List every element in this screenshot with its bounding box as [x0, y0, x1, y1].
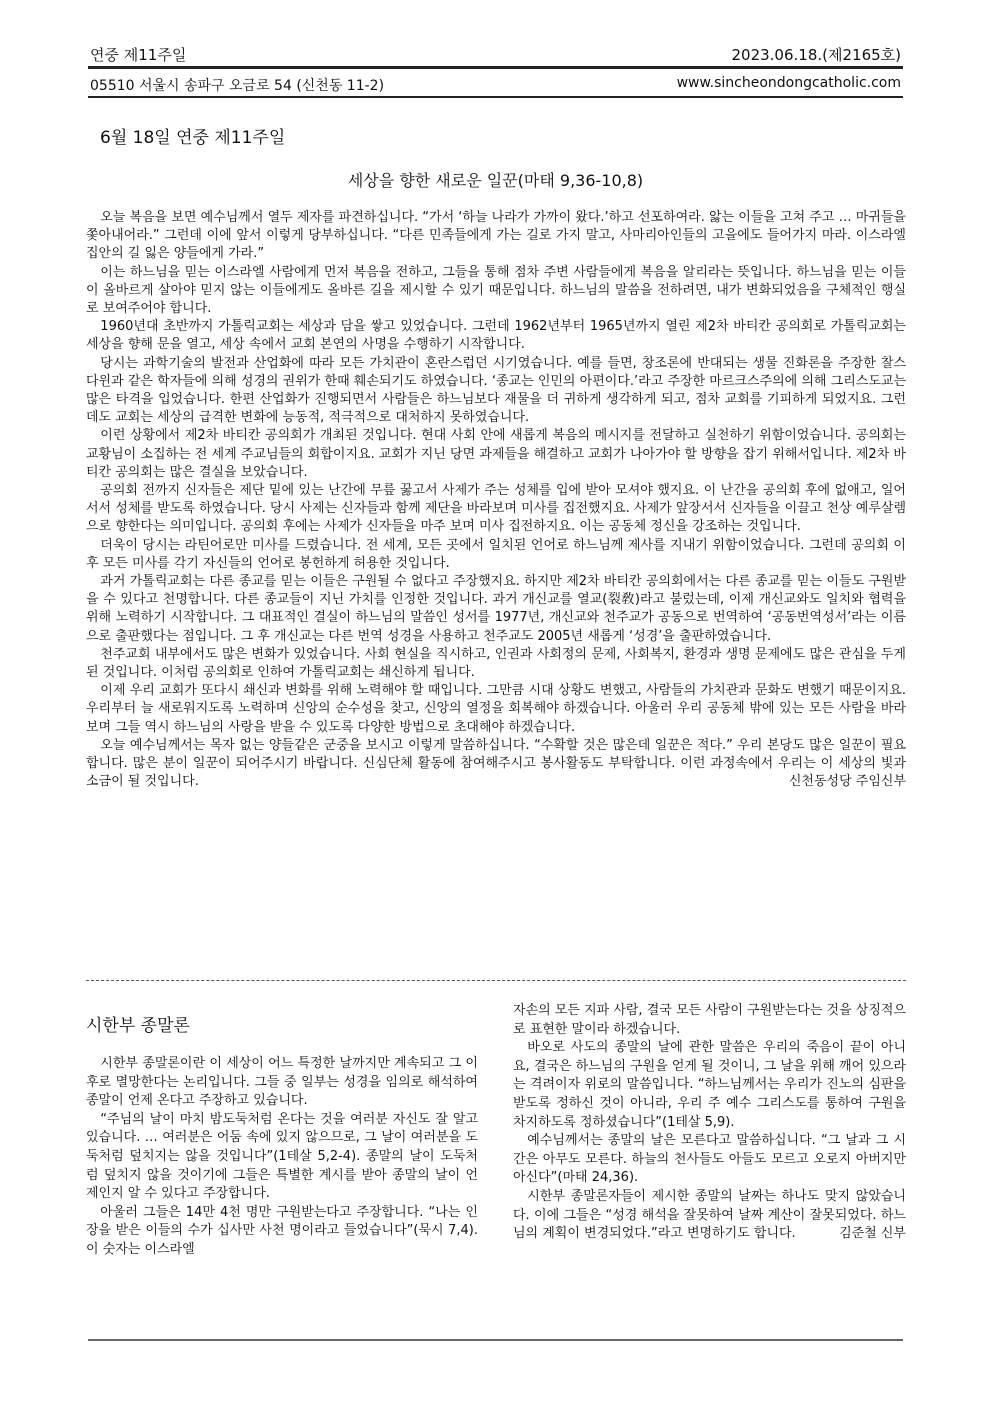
- masthead-bottom: [88, 71, 903, 95]
- column-paragraph: 자손의 모든 지파 사람, 결국 모든 사람이 구원받는다는 것을 상징적으로 표현한 말이라 하겠습니다.: [513, 1003, 906, 1037]
- sermon-paragraph: 천주교회 내부에서도 많은 변화가 있었습니다. 사회 현실을 직시하고, 인권과 사회정의 문제, 사회복지, 환경과 생명 문제에도 많은 관심을 두게된 것입니다. 이처럼 공의회로 인하여 가톨릭교회는 쇄신하게 됩니다.: [86, 646, 906, 681]
- issue-date: 2023.06.18.(제2165호): [731, 46, 901, 64]
- column-paragraph: 예수님께서는 종말의 날은 모른다고 말씀하십니다. “그 날과 그 시간은 아무도 모른다. 하늘의 천사들도 아들도 모르고 오로지 아버지만 아신다”(마태 24,36).: [513, 1133, 906, 1186]
- column-paragraph: [513, 1188, 906, 1244]
- column-paragraph: 아울러 그들은 14만 4천 명만 구원받는다고 주장합니다. “나는 인장을 받은 이들의 수가 십사만 사천 명이라고 들었습니다”(묵시 7,4). 이 숫자는 이스라엘: [86, 1204, 478, 1257]
- sermon-paragraph: 과거 가톨릭교회는 다른 종교를 믿는 이들은 구원될 수 없다고 주장했지요. 하지만 제2차 바티칸 공의회에서는 다른 종교를 믿는 이들도 구원받을 수 있다고 천명합니다. 다른 종교들이 지닌 가치를 인정한 것입니다. 과거 개신교를 열교(裂敎)라고 불렀는데, 이제 개신교와도 일치와 협력을 위해 노력하기 시작합니다. 그 대표적인 결실이 하느님의 말씀인 성서를 1977년, 개신교와 천주교가 공동으로 번역하여 ‘공동번역성서’라는 이름으로 출판했다는 점입니다. 그 후 개신교는 다른 번역 성경을 사용하고 천주교도 2005년 새롭게 ‘성경’을 출판하였습니다.: [86, 574, 906, 644]
- sermon-paragraph: [86, 737, 906, 792]
- page-title: 6월 18일 연중 제11주일: [100, 128, 286, 148]
- sermon-body: [86, 209, 906, 792]
- sermon-paragraph: 더욱이 당시는 라틴어로만 미사를 드렸습니다. 전 세계, 모든 곳에서 일치된 언어로 하느님께 제사를 지내기 위함이었습니다. 그런데 공의회 이후 모든 미사를 각기 자신들의 언어로 봉헌하게 허용한 것입니다.: [86, 537, 906, 571]
- sermon-paragraph: 당시는 과학기술의 발전과 산업화에 따라 모든 가치관이 혼란스럽던 시기였습니다. 예를 들면, 창조론에 반대되는 생물 진화론을 주장한 찰스 다윈과 같은 학자들에 의해 성경의 권위가 한때 훼손되기도 하였습니다. ‘종교는 인민의 아편이다.’라고 주장한 마르크스주의에 의해 그리스도교는 많은 타격을 입었습니다. 한편 산업화가 진행되면서 사람들은 하느님보다 재물을 더 귀하게 생각하게 되고, 점차 교회를 기피하게 되었지요. 그런데도 교회는 세상의 급격한 변화에 능동적, 적극적으로 대처하지 못하였습니다.: [86, 355, 906, 426]
- masthead-top: [88, 40, 903, 64]
- parish-website[interactable]: www.sincheondongcatholic.com: [676, 75, 901, 91]
- column-right: [513, 1002, 906, 1244]
- sermon-paragraph: 공의회 전까지 신자들은 제단 밑에 있는 난간에 무릎 꿇고서 사제가 주는 성체를 입에 받아 모셔야 했지요. 이 난간을 공의회 후에 없애고, 일어서서 성체를 받도록 하였습니다. 당시 사제는 신자들과 함께 제단을 바라보며 미사를 집전했지요. 사제가 앞장서서 신자들을 이끌고 천상 예루살렘으로 향한다는 의미입니다. 공의회 후에는 사제가 신자들을 마주 보며 미사 집전하지요. 이는 공동체 정신을 강조하는 것입니다.: [86, 483, 906, 535]
- section-divider: [86, 980, 906, 981]
- sermon-paragraph: 1960년대 초반까지 가톨릭교회는 세상과 담을 쌓고 있었습니다. 그런데 1962년부터 1965년까지 열린 제2차 바티칸 공의회로 가톨릭교회는 세상을 향해 문을 열고, 세상 속에서 교회 본연의 사명을 수행하기 시작합니다.: [86, 319, 906, 353]
- column-paragraph-text: 시한부 종말론자들이 제시한 종말의 날짜는 하나도 맞지 않았습니다. 이에 그들은 “성경 해석을 잘못하여 날짜 계산이 잘못되었다. 하느님의 계획이 변경되었다.”라고 변명하기도 합니다.: [513, 1188, 906, 1242]
- column-paragraph: 시한부 종말론이란 이 세상이 어느 특정한 날까지만 계속되고 그 이후로 멸망한다는 논리입니다. 그들 중 일부는 성경을 임의로 해석하여 종말이 언제 온다고 주장하고 있습니다.: [86, 1056, 478, 1109]
- column-signature: 김준철 신부: [839, 1226, 906, 1242]
- header-divider-top: [88, 66, 903, 69]
- sermon-paragraph: 오늘 복음을 보면 예수님께서 열두 제자를 파견하십니다. “가서 ‘하늘 나라가 가까이 왔다.’하고 선포하여라. 앓는 이들을 고쳐 주고 … 마귀들을 쫓아내어라.” 그런데 이에 앞서 이렇게 당부하십니다. “다른 민족들에게 가는 길로 가지 말고, 사마리아인들의 고을에도 들어가지 마라. 이스라엘 집안의 길 잃은 양들에게 가라.”: [86, 210, 906, 262]
- column-title: 시한부 종말론: [86, 1016, 190, 1036]
- column-left: [86, 1055, 478, 1260]
- sermon-paragraph-text: 오늘 예수님께서는 목자 없는 양들같은 군중을 보시고 이렇게 말씀하십니다. “수확할 것은 많은데 일꾼은 적다.” 우리 본당도 많은 일꾼이 필요합니다. 많은 분이 일꾼이 되어주시기 바랍니다. 신심단체 활동에 참여해주시고 봉사활동도 부탁합니다. 이런 과정속에서 우리는 이 세상의 빛과 소금이 될 것입니다.: [86, 737, 906, 790]
- footer-divider: [88, 1339, 903, 1341]
- parish-address: 05510 서울시 송파구 오금로 54 (신천동 11-2): [90, 78, 385, 94]
- sermon-signature: 신천동성당 주임신부: [788, 774, 906, 790]
- sermon-title: 세상을 향한 새로운 일꾼(마태 9,36-10,8): [347, 171, 644, 190]
- column-paragraph: “주님의 날이 마치 밤도둑처럼 온다는 것을 여러분 자신도 잘 알고 있습니다. … 여러분은 어둠 속에 있지 않으므로, 그 날이 여러분을 도둑처럼 덮치지는 않을 것입니다”(1테살 5,2-4). 종말의 날이 도둑처럼 덮치지 않을 것이기에 그들은 특별한 계시를 받아 종말의 날이 언제인지 알 수 있다고 주장합니다.: [86, 1111, 478, 1202]
- liturgical-season: 연중 제11주일: [90, 46, 187, 64]
- header-divider-bottom: [88, 96, 903, 98]
- sermon-paragraph: 이런 상황에서 제2차 바티칸 공의회가 개최된 것입니다. 현대 사회 안에 새롭게 복음의 메시지를 전달하고 실천하기 위함이었습니다. 공의회는 교황님이 소집하는 전 세계 주교님들의 회합이지요. 교회가 지닌 당면 과제들을 해결하고 교회가 나아가야 할 방향을 잡기 위해서입니다. 제2차 바티칸 공의회는 많은 결실을 보았습니다.: [86, 428, 906, 480]
- column-paragraph: 바오로 사도의 종말의 날에 관한 말씀은 우리의 죽음이 끝이 아니요, 결국은 하느님의 구원을 얻게 될 것이니, 그 날을 위해 깨어 있으라는 격려이자 위로의 말씀입니다. “하느님께서는 우리가 진노의 심판을 받도록 정하신 것이 아니라, 우리 주 예수 그리스도를 통하여 구원을 차지하도록 정하셨습니다”(1테살 5,9).: [513, 1040, 906, 1130]
- sermon-paragraph: 이제 우리 교회가 또다시 쇄신과 변화를 위해 노력해야 할 때입니다. 그만큼 시대 상황도 변했고, 사람들의 가치관과 문화도 변했기 때문이지요. 우리부터 늘 새로워지도록 노력하며 신앙의 순수성을 찾고, 신앙의 열정을 회복해야 하겠습니다. 아울러 우리 공동체 밖에 있는 모든 사람을 바라보며 그들 역시 하느님의 사랑을 받을 수 있도록 다양한 방법으로 초대해야 하겠습니다.: [86, 683, 906, 735]
- sermon-paragraph: 이는 하느님을 믿는 이스라엘 사람에게 먼저 복음을 전하고, 그들을 통해 점차 주변 사람들에게 복음을 알리라는 뜻입니다. 하느님을 믿는 이들이 올바르게 살아야 믿지 않는 이들에게도 올바른 길을 제시할 수 있기 때문입니다. 하느님의 말씀을 전하려면, 내가 변화되었음을 구체적인 행실로 보여주어야 합니다.: [86, 264, 906, 317]
